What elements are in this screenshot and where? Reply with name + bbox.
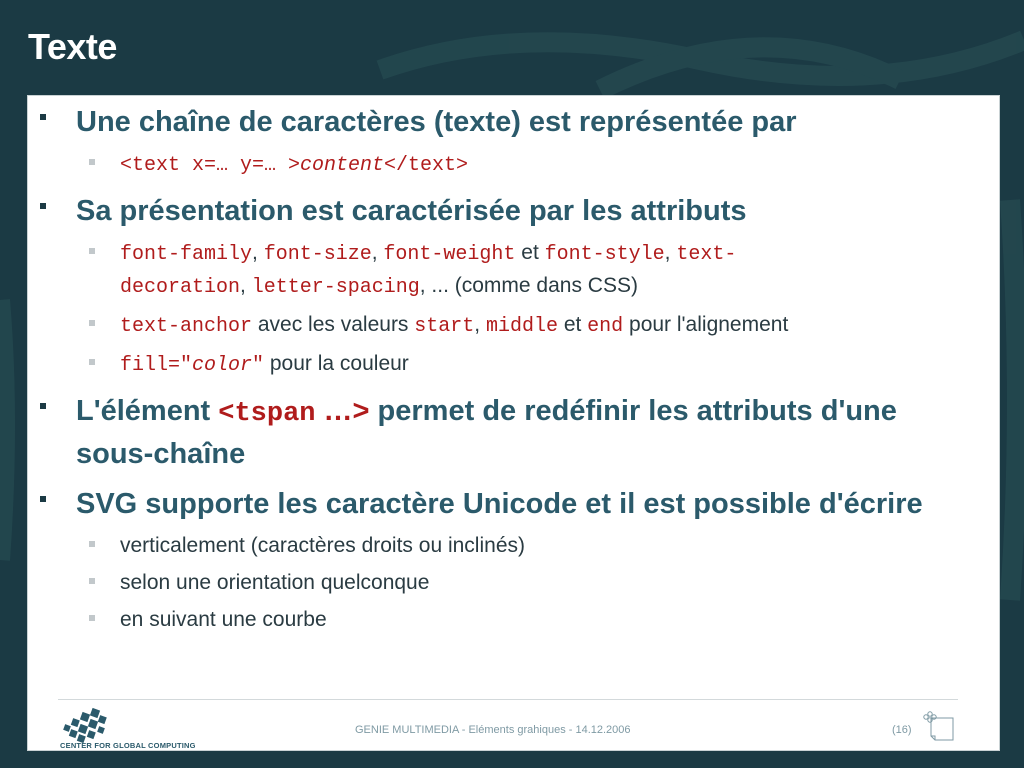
code-text: middle <box>485 315 558 338</box>
code-text: font-size <box>263 243 372 266</box>
square-bullet-icon <box>89 615 95 621</box>
footer-divider <box>58 699 958 700</box>
separator-text: , <box>252 241 264 264</box>
code-text: fill=" <box>120 354 193 377</box>
bullet-4 <box>28 484 999 524</box>
page-corner-icon <box>921 708 961 744</box>
sub-bullet-4-2 <box>28 567 999 598</box>
code-text: start <box>414 315 475 338</box>
square-bullet-icon <box>89 359 95 365</box>
code-text: decoration <box>120 276 241 299</box>
square-bullet-icon <box>40 496 46 502</box>
code-text: " <box>252 354 265 377</box>
square-bullet-icon <box>40 203 46 209</box>
code-text: text-anchor <box>120 315 253 338</box>
sub-bullet-2-1 <box>28 237 999 303</box>
code-italic: content <box>300 154 385 177</box>
sub-bullet-text: verticalement (caractères droits ou inclinés) <box>120 534 525 557</box>
separator-text: , <box>474 313 486 336</box>
separator-text: , ... (comme dans CSS) <box>419 274 638 297</box>
separator-text: pour la couleur <box>264 352 409 375</box>
separator-text: , <box>240 274 252 297</box>
square-bullet-icon <box>40 403 46 409</box>
square-bullet-icon <box>89 541 95 547</box>
code-text: text- <box>676 243 737 266</box>
code-text: font-style <box>544 243 665 266</box>
code-italic: color <box>192 354 253 377</box>
slide-title: Texte <box>28 26 117 67</box>
page-number: (16) <box>892 724 912 736</box>
sub-bullet-2-3 <box>28 348 999 381</box>
separator-text: et <box>557 313 588 336</box>
bullet-1-text: Une chaîne de caractères (texte) est représentée par <box>76 106 797 138</box>
sub-bullet-4-1 <box>28 530 999 561</box>
sub-bullet-2-2 <box>28 309 999 342</box>
square-bullet-icon <box>89 578 95 584</box>
separator-text: pour l'alignement <box>623 313 789 336</box>
bullet-list <box>28 102 999 635</box>
logo-text: CENTER FOR GLOBAL COMPUTING <box>60 741 196 750</box>
bullet-3-text-a: L'élément <box>76 395 219 427</box>
bullet-1 <box>28 102 999 142</box>
sub-bullet-4-3 <box>28 604 999 635</box>
code-text: <tspan <box>218 399 316 429</box>
bullet-3-text-b: …> <box>315 395 370 427</box>
sub-bullet-1-1 <box>28 148 999 181</box>
footer-text: GENIE MULTIMEDIA - Eléments grahiques - 14.12.2006 <box>355 724 631 736</box>
code-text: end <box>587 315 624 338</box>
square-bullet-icon <box>89 320 95 326</box>
code-text: font-weight <box>383 243 516 266</box>
bullet-3-text-c: permet de redéfinir les attributs d'une sous-chaîne <box>76 395 897 470</box>
separator-text: , <box>664 241 677 264</box>
square-bullet-icon <box>89 248 95 254</box>
sub-bullet-text: selon une orientation quelconque <box>120 571 430 594</box>
content-panel <box>27 95 1000 751</box>
code-text: letter-spacing <box>251 276 420 299</box>
square-bullet-icon <box>89 159 95 165</box>
bullet-3 <box>28 391 999 474</box>
separator-text: , <box>371 241 384 264</box>
separator-text: avec les valeurs <box>252 313 415 336</box>
code-text: <text x=… y=… > <box>120 154 301 177</box>
sub-bullet-text: en suivant une courbe <box>120 608 327 631</box>
square-bullet-icon <box>40 114 46 120</box>
separator-text: et <box>515 241 545 264</box>
bullet-2-text: Sa présentation est caractérisée par les attributs <box>76 195 747 227</box>
bullet-4-text: SVG supporte les caractère Unicode et il est possible d'écrire <box>76 488 923 520</box>
code-text: font-family <box>120 243 253 266</box>
code-text: </text> <box>384 154 469 177</box>
bullet-2 <box>28 191 999 231</box>
